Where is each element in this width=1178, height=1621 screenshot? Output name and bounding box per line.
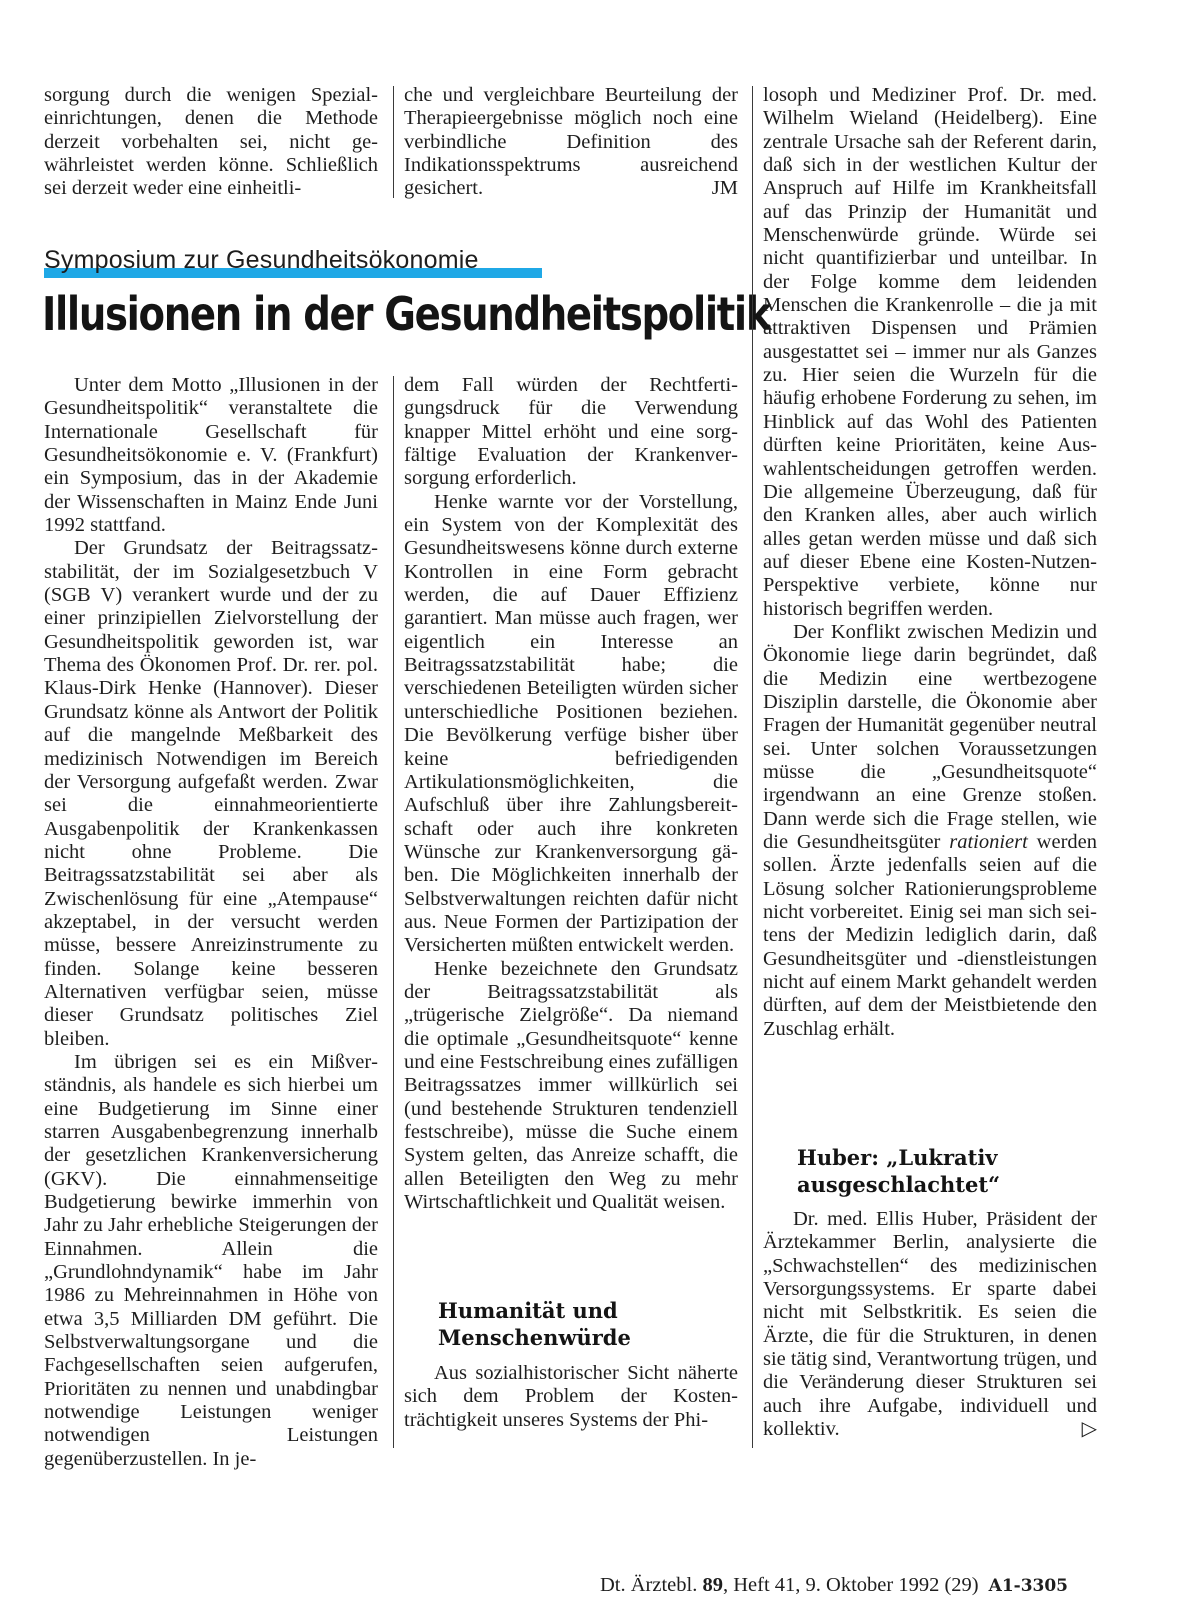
continued-text-1: sorgung durch die wenigen Spezialeinrichtungen, denen die Methode derzeit vorbehalten sei, nicht gewährleistet werden könne. Schließlich sei derzeit weder eine einheitli- xyxy=(44,84,378,200)
paragraph: Der Grundsatz der Beitragssatzstabilität, der im Sozialgesetzbuch V (SGB V) verankert wurde und der zu einer prinzipiellen Zielvorstellung der Gesundheitspolitik geworden ist, war Thema des Ökonomen Prof. Dr. rer. pol. Klaus-Dirk Henke (Hannover). Dieser Grundsatz könne als Antwort der Politik auf die mangelnde Meßbarkeit des medizinisch Notwendigen im Bereich der Versorgung aufgefaßt werden. Zwar sei die einnahmeorientierte Ausgabenpolitik der Krankenkassen nicht ohne Probleme. Die Beitragssatzstabilität sei aber als Zwischenlösung für eine „Atempause“ akzeptabel, in der versucht werden müsse, bessere Anreizinstrumente zu finden. Solange keine besseren Alternativen verfügbar seien, müsse dieser Grundsatz politisches Ziel bleiben. xyxy=(44,537,378,1050)
headline: Illusionen in der Gesundheitspolitik xyxy=(42,287,771,341)
paragraph: Aus sozialhistorischer Sicht näherte sich dem Problem der Kostenträchtigkeit unseres Systems der Phi- xyxy=(404,1362,738,1431)
continued-text-2: che und vergleichbare Beurteilung der Therapieergebnisse möglich noch eine verbindliche Definition des Indikationsspektrums ausreichend gesichert. JM xyxy=(404,84,738,200)
paragraph: Unter dem Motto „Illusionen in der Gesundheitspolitik“ veranstaltete die Internationale Gesellschaft für Gesundheitsökonomie e. V. (Frankfurt) ein Symposium, das in der Akademie der Wissenschaften in Mainz Ende Juni 1992 stattfand. xyxy=(44,374,378,537)
column-rule xyxy=(393,86,394,198)
paragraph: losoph und Mediziner Prof. Dr. med. Wilhelm Wieland (Heidelberg). Eine zentrale Ursache sah der Referent darin, daß sich in der westlichen Kultur der Anspruch auf Hilfe im Krankheitsfall auf das Prinzip der Humanität und Menschenwürde gründe. Würde sei nicht quantifizierbar und unteilbar. In der Folge komme dem leidenden Menschen die Krankenrolle – die ja mit attraktiven Dispensen und Prämien ausgestattet sei – immer nur als Ganzes zu. Hier seien die Wurzeln für die häufig erhobene Forderung zu sehen, im Hinblick auf das Wohl des Patienten dürften keine Prioritäten, keine Auswahlentscheidungen getroffen werden. Die allgemeine Überzeugung, daß für den Kranken alles, aber auch wirlich alles getan werden müsse und daß sich auf dieser Ebene eine Kosten-Nutzen-Perspektive verbiete, könne nur historisch begriffen werden. xyxy=(763,84,1097,620)
column-rule xyxy=(393,376,394,1448)
paragraph: Im übrigen sei es ein Mißverständnis, als handele es sich hierbei um eine Budgetierung im Sinne einer starren Ausgabenbegrenzung innerhalb der gesetzlichen Krankenversicherung (GKV). Die einnahmenseitige Budgetierung bewirke immerhin von Jahr zu Jahr erhebliche Steigerungen der Einnahmen. Allein die „Grundlohndynamik“ habe im Jahr 1986 zu Mehreinnahmen in Höhe von etwa 3,5 Milliarden DM geführt. Die Selbstverwaltungsorgane und die Fachgesellschaften seien aufgerufen, Prioritäten zu nennen und unabdingbar notwendige Leistungen weniger notwendigen Leistungen gegenüberzustellen. In je- xyxy=(44,1050,378,1470)
author-signature: JM xyxy=(711,177,738,200)
continued-column-2 xyxy=(404,84,738,201)
paragraph: Der Konflikt zwischen Medizin und Ökonomie liege darin begründet, daß die Medizin eine wertbezogene Disziplin darstelle, die Ökonomie aber Fragen der Humanität gegenüber neutral sei. Unter solchen Voraussetzungen müsse die „Gesundheitsquote“ irgendwann an eine Grenze stoßen. Dann werde sich die Frage stellen, wie die Gesundheitsgüter rationiert werden sollen. Ärzte jedenfalls seien auf die Lösung solcher Rationierungsprobleme nicht vorbereitet. Einig sei man sich seitens der Medizin lediglich darin, daß Gesundheitsgüter und -dienstleistungen nicht auf einem Markt gehandelt werden dürften, auf dem der Meistbietende den Zuschlag erhält. xyxy=(763,620,1097,1040)
subheading: Huber: „Lukrativ ausgeschlachtet“ xyxy=(797,1145,1001,1197)
paragraph: Henke bezeichnete den Grundsatz der Beitragssatzstabilität als „trügerische Zielgröße“. Da niemand die optimale „Gesundheitsquote“ kenne und eine Festschreibung eines zufälligen Beitragssatzes immer willkürlich sei (und bestehende Strukturen tendenziell festschreibe), müsse die Suche einem System gelten, das Anreize schafft, die allen Beteiligten den Weg zu mehr Wirtschaftlichkeit und Qualität weisen. xyxy=(404,957,738,1214)
article-column-2-lower xyxy=(404,1362,738,1432)
paragraph: Henke warnte vor der Vorstellung, ein System von der Komplexität des Gesundheitswesens könne durch externe Kontrollen in eine Form gebracht werden, die auf Dauer Effizienz garantiert. Man müsse auch fragen, wer eigentlich ein Interesse an Beitragssatzstabilität habe; die verschiedenen Beteiligten würden sicher unterschiedliche Positionen beziehen. Die Bevölkerung verfüge bisher über keine befriedigenden Artikulationsmöglichkeiten, die Aufschluß über ihre Zahlungsbereitschaft oder auch ihre konkreten Wünsche zur Krankenversorgung gäben. Die Möglichkeiten innerhalb der Selbstverwaltungen reichten dafür nicht aus. Neue Formen der Partizipation der Versicherten müßten entwickelt werden. xyxy=(404,490,738,957)
column-rule xyxy=(752,86,753,1448)
subheading: Humanität und Menschenwürde xyxy=(438,1298,631,1350)
continued-arrow-icon: ▷ xyxy=(1081,1418,1097,1441)
article-column-3 xyxy=(763,84,1097,1041)
article-column-3-lower xyxy=(763,1208,1097,1441)
paragraph: Dr. med. Ellis Huber, Präsident der Ärztekammer Berlin, analysierte die „Schwachstellen“ des medizinischen Versorgungssystems. Er sparte dabei nicht mit Selbstkritik. Es seien die Ärzte, die für die Strukturen, in denen sie tätig sind, Verantwortung trügen, und die Veränderung dieser Strukturen sei auch ihre Aufgabe, individuell und kollektiv. ▷ xyxy=(763,1208,1097,1441)
article-column-1 xyxy=(44,374,378,1471)
journal-volume: 89 xyxy=(702,1574,723,1596)
emphasis: rationiert xyxy=(949,831,1028,853)
article-column-2 xyxy=(404,374,738,1214)
continued-column-1 xyxy=(44,84,378,201)
kicker: Symposium zur Gesundheitsökonomie xyxy=(44,246,479,274)
issue-info: , Heft 41, 9. Oktober 1992 (29) xyxy=(722,1574,979,1596)
page-number: A1-3305 xyxy=(988,1576,1069,1596)
paragraph: dem Fall würden der Rechtfertigungsdruck für die Verwendung knapper Mittel erhöht und eine sorgfältige Evaluation der Krankenversorgung erforderlich. xyxy=(404,374,738,490)
journal-name: Dt. Ärztebl. xyxy=(600,1574,703,1596)
page-footer xyxy=(600,1574,1068,1597)
